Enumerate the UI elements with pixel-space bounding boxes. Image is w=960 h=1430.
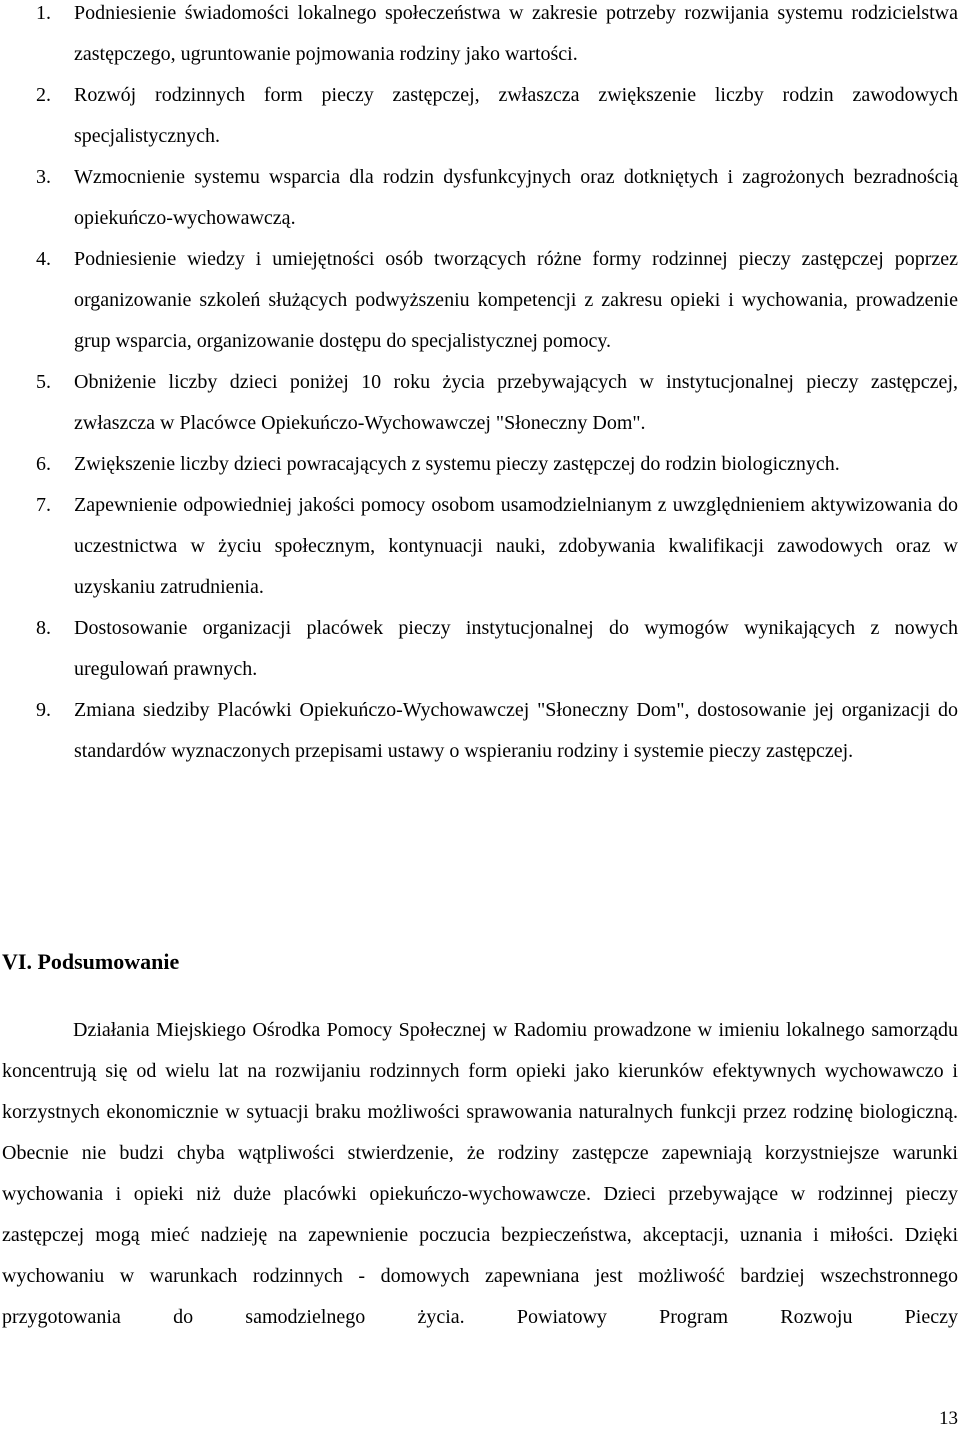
list-item-number: 2. <box>36 84 51 106</box>
list-item <box>0 485 958 608</box>
list-item <box>0 444 958 485</box>
section-heading: VI. Podsumowanie <box>2 949 180 974</box>
list-item-number: 5. <box>36 371 51 393</box>
list-item-text: Wzmocnienie systemu wsparcia dla rodzin dysfunkcyjnych oraz dotkniętych i zagrożonych bezradnością opiekuńczo-wychowawczą. <box>74 166 958 229</box>
list-item-number: 6. <box>36 453 51 475</box>
list-item-number: 7. <box>36 494 51 516</box>
list-item-text: Podniesienie świadomości lokalnego społeczeństwa w zakresie potrzeby rozwijania systemu rodzicielstwa zastępczego, ugruntowanie pojmowania rodziny jako wartości. <box>74 2 958 65</box>
list-item <box>0 157 958 239</box>
list-item <box>0 0 958 75</box>
list-item-number: 4. <box>36 248 51 270</box>
list-item-number: 9. <box>36 699 51 721</box>
list-item <box>0 690 958 772</box>
list-item <box>0 362 958 444</box>
list-item-text: Rozwój rodzinnych form pieczy zastępczej, zwłaszcza zwiększenie liczby rodzin zawodowych specjalistycznych. <box>74 84 958 147</box>
list-item-text: Zmiana siedziby Placówki Opiekuńczo-Wychowawczej "Słoneczny Dom", dostosowanie jej organizacji do standardów wyznaczonych przepisami ustawy o wspieraniu rodziny i systemie pieczy zastępczej. <box>74 699 958 762</box>
list-item <box>0 608 958 690</box>
list-item-text: Podniesienie wiedzy i umiejętności osób tworzących różne formy rodzinnej pieczy zastępczej poprzez organizowanie szkoleń służących podwyższeniu kompetencji z zakresu opieki i wychowania, prowadzenie grup wsparcia, organizowanie dostępu do specjalistycznej pomocy. <box>74 248 958 352</box>
summary-paragraph: Działania Miejskiego Ośrodka Pomocy Społecznej w Radomiu prowadzone w imieniu lokalnego samorządu koncentrują się od wielu lat na rozwijaniu rodzinnych form opieki jako kierunków efektywnych wychowawczo i korzystnych ekonomicznie w sytuacji braku możliwości sprawowania naturalnych funkcji przez rodzinę biologiczną. Obecnie nie budzi chyba wątpliwości stwierdzenie, że rodziny zastępcze zapewniają korzystniejsze warunki wychowania i opieki niż duże placówki opiekuńczo-wychowawcze. Dzieci przebywające w rodzinnej pieczy zastępczej mogą mieć nadzieję na zapewnienie poczucia bezpieczeństwa, akceptacji, uznania i miłości. Dzięki wychowaniu w warunkach rodzinnych - domowych zapewniana jest możliwość bardziej wszechstronnego przygotowania do samodzielnego życia. Powiatowy Program Rozwoju Pieczy <box>2 1019 958 1328</box>
list-item <box>0 239 958 362</box>
list-item-text: Zapewnienie odpowiedniej jakości pomocy osobom usamodzielnianym z uwzględnieniem aktywizowania do uczestnictwa w życiu społecznym, kontynuacji nauki, zdobywania kwalifikacji zawodowych oraz w uzyskaniu zatrudnienia. <box>74 494 958 598</box>
page-number: 13 <box>939 1408 958 1429</box>
list-item-number: 8. <box>36 617 51 639</box>
list-item-text: Zwiększenie liczby dzieci powracających z systemu pieczy zastępczej do rodzin biologicznych. <box>74 453 840 475</box>
list-item-text: Dostosowanie organizacji placówek pieczy instytucjonalnej do wymogów wynikających z nowych uregulowań prawnych. <box>74 617 958 680</box>
list-item-number: 1. <box>36 2 51 24</box>
list-item-text: Obniżenie liczby dzieci poniżej 10 roku życia przebywających w instytucjonalnej pieczy zastępczej, zwłaszcza w Placówce Opiekuńczo-Wychowawczej "Słoneczny Dom". <box>74 371 958 434</box>
list-item <box>0 75 958 157</box>
list-item-number: 3. <box>36 166 51 188</box>
